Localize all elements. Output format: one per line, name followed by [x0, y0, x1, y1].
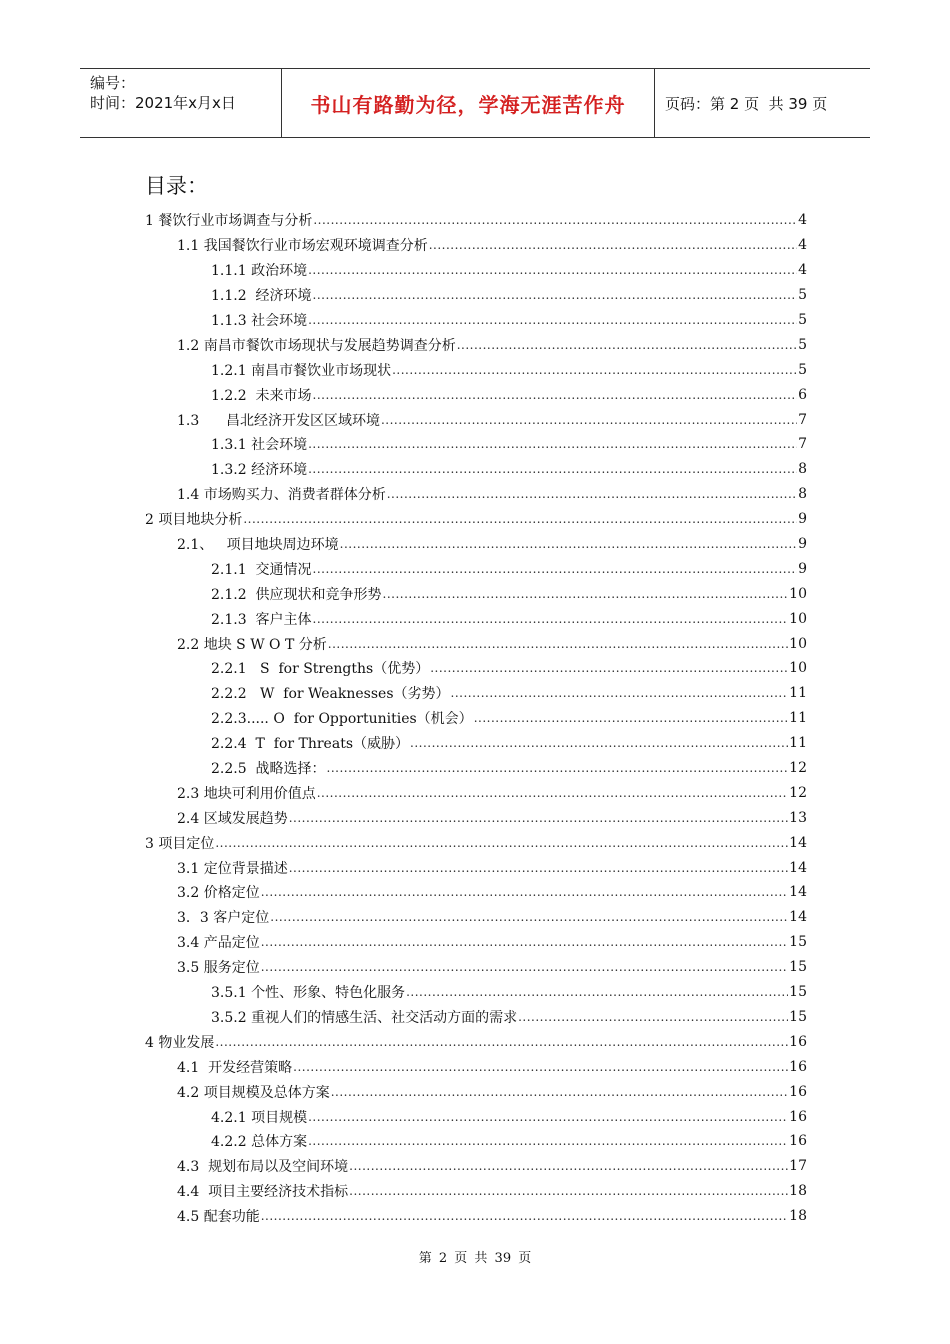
toc-entry-title: 1.3 昌北经济开发区区域环境 — [177, 412, 380, 429]
toc-entry-page: 15 — [789, 984, 807, 1001]
toc-entry-title: 1.2 南昌市餐饮市场现状与发展趋势调查分析 — [177, 337, 456, 354]
toc-entry-page: 9 — [798, 511, 807, 528]
toc-entry-page: 14 — [789, 884, 807, 901]
toc-entry-page: 15 — [789, 934, 807, 951]
toc-entry[interactable] — [145, 805, 807, 830]
toc-entry-page: 16 — [789, 1058, 807, 1075]
toc-dot-leader — [327, 761, 789, 775]
toc-entry[interactable] — [145, 1029, 807, 1054]
toc-dot-leader — [518, 1010, 788, 1024]
toc-entry-title: 2.1.1 交通情况 — [211, 561, 312, 578]
toc-entry[interactable] — [145, 233, 807, 258]
toc-entry-page: 12 — [789, 784, 807, 801]
toc-entry[interactable] — [145, 955, 807, 980]
toc-entry[interactable] — [145, 756, 807, 781]
toc-entry[interactable] — [145, 706, 807, 731]
toc-dot-leader — [392, 363, 797, 377]
toc-entry[interactable] — [145, 681, 807, 706]
toc-dot-leader — [410, 736, 788, 750]
toc-entry-title: 3.5.2 重视人们的情感生活、社交活动方面的需求 — [211, 1009, 518, 1026]
toc-entry-page: 14 — [789, 859, 807, 876]
toc-dot-leader — [313, 213, 797, 227]
toc-entry[interactable] — [145, 880, 807, 905]
document-date: 时间：2021年x月x日 — [90, 94, 236, 112]
header-meta — [80, 69, 282, 137]
toc-entry-title: 3.5.1 个性、形象、特色化服务 — [211, 985, 406, 1002]
page-header — [80, 68, 870, 138]
toc-entry[interactable] — [145, 357, 807, 382]
toc-entry-page: 18 — [789, 1183, 807, 1200]
toc-entry-page: 12 — [789, 760, 807, 777]
toc-entry-page: 14 — [789, 909, 807, 926]
toc-dot-leader — [289, 861, 788, 875]
toc-entry[interactable] — [145, 1129, 807, 1154]
toc-entry[interactable] — [145, 1005, 807, 1030]
toc-entry-page: 6 — [798, 386, 807, 403]
toc-entry-page: 11 — [789, 685, 807, 702]
toc-dot-leader — [381, 413, 797, 427]
toc-entry-page: 8 — [798, 461, 807, 478]
toc-entry-title: 2.4 区域发展趋势 — [177, 810, 288, 827]
toc-entry[interactable] — [145, 830, 807, 855]
toc-dot-leader — [313, 562, 798, 576]
toc-dot-leader — [215, 836, 788, 850]
toc-dot-leader — [261, 1209, 788, 1223]
toc-entry-title: 2.2.2 W for Weaknesses（劣势） — [211, 686, 450, 703]
document-number-label: 编号： — [90, 74, 136, 92]
toc-entry-page: 4 — [798, 262, 807, 279]
toc-dot-leader — [349, 1159, 788, 1173]
toc-entry-title: 2.1.2 供应现状和竞争形势 — [211, 586, 382, 603]
toc-entry[interactable] — [145, 482, 807, 507]
toc-entry[interactable] — [145, 656, 807, 681]
toc-entry-page: 11 — [789, 735, 807, 752]
toc-entry-page: 16 — [789, 1083, 807, 1100]
toc-entry-title: 1.2.1 南昌市餐饮业市场现状 — [211, 362, 392, 379]
toc-entry[interactable] — [145, 556, 807, 581]
toc-entry-title: 1 餐饮行业市场调查与分析 — [145, 213, 313, 230]
toc-entry-page: 14 — [789, 834, 807, 851]
toc-dot-leader — [270, 910, 788, 924]
toc-dot-leader — [308, 313, 797, 327]
toc-entry-title: 1.1.2 经济环境 — [211, 288, 312, 305]
toc-entry-title: 3 项目定位 — [145, 835, 215, 852]
toc-entry-page: 9 — [798, 560, 807, 577]
toc-entry-title: 2.2.3..... O for Opportunities（机会） — [211, 711, 473, 728]
toc-dot-leader — [308, 1134, 788, 1148]
toc-entry-title: 1.1.1 政治环境 — [211, 263, 308, 280]
toc-entry-title: 2.2.4 T for Threats（威胁） — [211, 736, 410, 753]
toc-entry[interactable] — [145, 855, 807, 880]
toc-dot-leader — [387, 487, 797, 501]
toc-entry-page: 5 — [798, 287, 807, 304]
toc-entry-title: 2.2.5 战略选择： — [211, 761, 326, 778]
toc-dot-leader — [429, 238, 797, 252]
toc-entry-title: 3.2 价格定位 — [177, 885, 260, 902]
toc-dot-leader — [317, 786, 788, 800]
toc-entry-page: 8 — [798, 486, 807, 503]
toc-entry[interactable] — [145, 507, 807, 532]
toc-entry[interactable] — [145, 1079, 807, 1104]
toc-entry[interactable] — [145, 1154, 807, 1179]
toc-entry[interactable] — [145, 1054, 807, 1079]
toc-entry-title: 4.1 开发经营策略 — [177, 1059, 293, 1076]
toc-entry-title: 2.3 地块可利用价值点 — [177, 785, 316, 802]
toc-dot-leader — [340, 537, 797, 551]
toc-entry[interactable] — [145, 731, 807, 756]
toc-entry-title: 1.2.2 未来市场 — [211, 387, 312, 404]
toc-entry-title: 4.5 配套功能 — [177, 1209, 260, 1226]
toc-entry[interactable] — [145, 308, 807, 333]
toc-entry[interactable] — [145, 581, 807, 606]
toc-dot-leader — [331, 1085, 788, 1099]
toc-entry[interactable] — [145, 1204, 807, 1229]
toc-entry[interactable] — [145, 208, 807, 233]
toc-dot-leader — [457, 338, 797, 352]
toc-entry-title: 2 项目地块分析 — [145, 512, 243, 529]
toc-entry[interactable] — [145, 532, 807, 557]
toc-entry-title: 4.4 项目主要经济技术指标 — [177, 1184, 349, 1201]
toc-dot-leader — [308, 1110, 788, 1124]
toc-entry[interactable] — [145, 457, 807, 482]
toc-entry[interactable] — [145, 432, 807, 457]
toc-entry[interactable] — [145, 631, 807, 656]
toc-entry-title: 4.2 项目规模及总体方案 — [177, 1084, 330, 1101]
toc-entry-page: 16 — [789, 1108, 807, 1125]
toc-dot-leader — [328, 637, 788, 651]
toc-dot-leader — [383, 587, 789, 601]
toc-entry-title: 2.1、 项目地块周边环境 — [177, 537, 339, 554]
toc-entry[interactable] — [145, 905, 807, 930]
toc-entry[interactable] — [145, 382, 807, 407]
toc-dot-leader — [308, 263, 797, 277]
toc-dot-leader — [215, 1035, 788, 1049]
toc-dot-leader — [243, 512, 797, 526]
toc-entry-page: 17 — [789, 1158, 807, 1175]
toc-entry-title: 1.1.3 社会环境 — [211, 313, 308, 329]
toc-entry[interactable] — [145, 1179, 807, 1204]
toc-dot-leader — [313, 612, 789, 626]
toc-entry-title: 4 物业发展 — [145, 1034, 215, 1051]
toc-entry-title: 1.1 我国餐饮行业市场宏观环境调查分析 — [177, 238, 428, 255]
toc-entry-page: 10 — [789, 585, 807, 602]
toc-entry-title: 2.2.1 S for Strengths（优势） — [211, 661, 430, 678]
toc-entry-page: 7 — [798, 411, 807, 428]
toc-entry-page: 16 — [789, 1033, 807, 1050]
toc-entry-title: 2.2 地块 S W O T 分析 — [177, 636, 327, 653]
toc-entry[interactable] — [145, 407, 807, 432]
header-motto: 书山有路勤为径，学海无涯苦作舟 — [282, 69, 655, 137]
toc-entry-title: 2.1.3 客户主体 — [211, 611, 312, 628]
toc-entry-title: 1.4 市场购买力、消费者群体分析 — [177, 487, 386, 504]
toc-dot-leader — [289, 811, 788, 825]
table-of-contents — [145, 208, 807, 1229]
toc-dot-leader — [451, 686, 789, 700]
toc-entry-page: 11 — [789, 710, 807, 727]
toc-entry-page: 15 — [789, 1008, 807, 1025]
toc-entry-page: 13 — [789, 809, 807, 826]
toc-dot-leader — [308, 437, 797, 451]
toc-dot-leader — [293, 1060, 788, 1074]
toc-entry-title: 1.3.2 经济环境 — [211, 462, 308, 479]
toc-entry[interactable] — [145, 283, 807, 308]
toc-entry-page: 5 — [798, 336, 807, 353]
toc-entry-page: 18 — [789, 1208, 807, 1225]
toc-entry-page: 4 — [798, 212, 807, 229]
toc-entry[interactable] — [145, 980, 807, 1005]
toc-entry[interactable] — [145, 332, 807, 357]
toc-entry[interactable] — [145, 258, 807, 283]
header-page-info — [655, 69, 870, 137]
toc-dot-leader — [406, 985, 788, 999]
toc-dot-leader — [349, 1184, 788, 1198]
toc-entry[interactable] — [145, 930, 807, 955]
toc-entry-title: 4.2.2 总体方案 — [211, 1134, 308, 1151]
toc-title: 目录： — [145, 174, 208, 198]
toc-entry-title: 3．3 客户定位 — [177, 910, 270, 927]
toc-dot-leader — [261, 885, 788, 899]
toc-entry[interactable] — [145, 606, 807, 631]
toc-entry-page: 10 — [789, 610, 807, 627]
toc-dot-leader — [313, 388, 798, 402]
toc-entry-title: 3.1 定位背景描述 — [177, 860, 288, 877]
toc-entry-title: 3.5 服务定位 — [177, 960, 260, 977]
header-page-text: 页码：第 2 页 共 39 页 — [665, 94, 828, 113]
toc-dot-leader — [313, 288, 798, 302]
toc-dot-leader — [261, 935, 788, 949]
toc-entry-title: 3.4 产品定位 — [177, 935, 260, 952]
toc-entry-page: 5 — [798, 361, 807, 378]
toc-entry-page: 10 — [789, 635, 807, 652]
page-footer — [0, 1247, 950, 1266]
toc-entry-title: 4.3 规划布局以及空间环境 — [177, 1159, 349, 1176]
toc-entry-page: 4 — [798, 237, 807, 254]
toc-entry-page: 5 — [798, 312, 807, 328]
toc-entry-title: 1.3.1 社会环境 — [211, 437, 308, 454]
toc-dot-leader — [430, 661, 788, 675]
toc-entry-page: 7 — [798, 436, 807, 453]
toc-entry-page: 16 — [789, 1133, 807, 1150]
footer-page-number: 第 2 页 共 39 页 — [418, 1251, 532, 1266]
toc-dot-leader — [474, 711, 788, 725]
toc-entry[interactable] — [145, 780, 807, 805]
toc-entry[interactable] — [145, 1104, 807, 1129]
toc-dot-leader — [261, 960, 788, 974]
toc-entry-page: 9 — [798, 536, 807, 553]
toc-entry-page: 15 — [789, 959, 807, 976]
toc-entry-page: 10 — [789, 660, 807, 677]
toc-entry-title: 4.2.1 项目规模 — [211, 1109, 308, 1126]
toc-dot-leader — [308, 462, 797, 476]
